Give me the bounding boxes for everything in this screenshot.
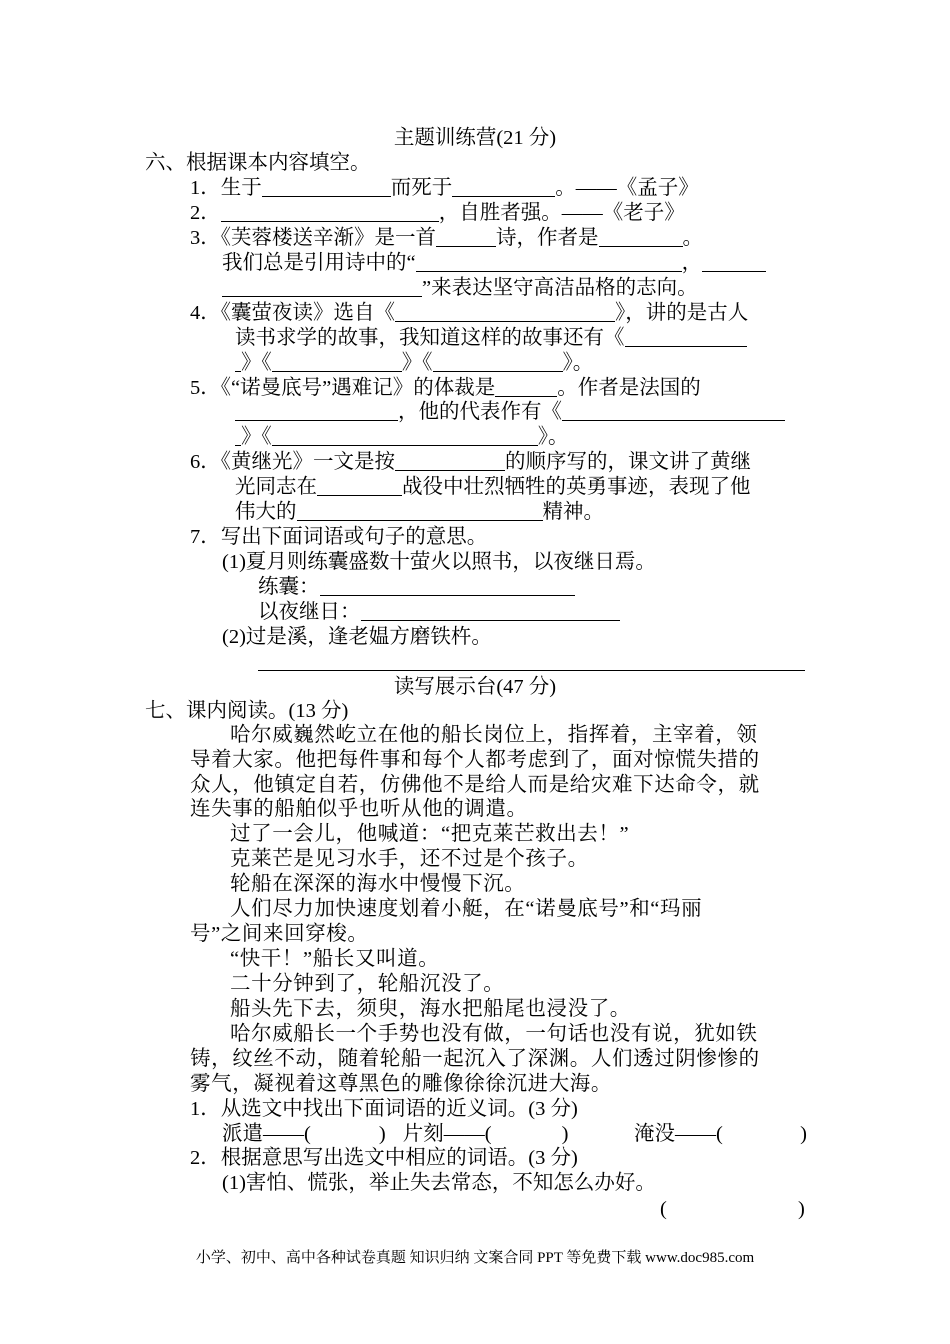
q-text: 精神。 xyxy=(542,501,604,523)
q-text: 战役中壮烈牺牲的英勇事迹，表现了他 xyxy=(402,476,751,498)
q7-word-1 xyxy=(258,575,575,599)
question-4-line3 xyxy=(235,351,593,375)
passage-line: 号”之间来回穿梭。 xyxy=(190,923,369,945)
q-text: 练囊： xyxy=(258,576,320,598)
blank[interactable] xyxy=(416,251,682,272)
q-text: 诗，作者是 xyxy=(496,227,599,249)
question-3-line2 xyxy=(222,251,766,275)
blank[interactable] xyxy=(562,400,785,421)
passage-line: “快干！”船长又叫道。 xyxy=(230,948,440,970)
q-text: 生于 xyxy=(220,177,262,199)
section-heading: 七、课内阅读。(13 分) xyxy=(145,700,349,722)
q-text: 《“诺曼底号”遇难记》的体裁是 xyxy=(220,377,496,399)
q-text: 写出下面词语或句子的意思。 xyxy=(220,526,488,548)
question-6-line3 xyxy=(235,500,604,524)
blank[interactable] xyxy=(702,251,766,272)
q-text: 。 xyxy=(682,227,703,249)
q-text: 《芙蓉楼送辛渐》是一首 xyxy=(220,227,436,249)
question-1 xyxy=(190,176,699,200)
paren: ) xyxy=(561,1123,569,1145)
q-text: 片刻——( xyxy=(402,1123,492,1145)
q-text: ，自胜者强。——《老子》 xyxy=(438,202,685,224)
q-text: 而死于 xyxy=(390,177,453,199)
blank[interactable] xyxy=(395,450,505,471)
blank[interactable] xyxy=(297,500,543,521)
q-num: 2． xyxy=(190,1147,221,1169)
q-text: 派遣——( xyxy=(222,1123,311,1145)
paren: ) xyxy=(800,1123,807,1145)
passage-line: 哈尔威船长一个手势也没有做，一句话也没有说，犹如铁 xyxy=(230,1023,758,1045)
question-2 xyxy=(190,201,685,225)
passage-line: 雾气，凝视着这尊黑色的雕像徐徐沉进大海。 xyxy=(190,1073,612,1095)
section-title: 读写展示台(47 分) xyxy=(393,676,557,698)
q-text: 《黄继光》一文是按 xyxy=(220,451,395,473)
question-5-line2 xyxy=(235,400,785,424)
passage-line: 众人，他镇定自若，仿佛他不是给人而是给灾难下达命令，就 xyxy=(190,774,760,796)
q-text: 》，讲的是古人 xyxy=(615,302,749,324)
q-text: 淹没——( xyxy=(634,1123,723,1145)
blank[interactable] xyxy=(495,376,557,397)
blank[interactable] xyxy=(433,351,563,372)
q-text: 光同志在 xyxy=(235,476,317,498)
q-text: ”来表达坚守高洁品格的志向。 xyxy=(422,277,698,299)
blank[interactable] xyxy=(436,226,496,247)
blank[interactable] xyxy=(317,475,402,496)
q-num: 5． xyxy=(190,377,221,399)
blank[interactable] xyxy=(452,176,555,197)
blank[interactable] xyxy=(221,201,439,222)
section-title: 主题训练营(21 分) xyxy=(393,127,557,149)
blank[interactable] xyxy=(235,400,398,421)
question-5-line3 xyxy=(235,425,569,449)
passage-line: 连失事的船舶似乎也听从他的调遣。 xyxy=(190,798,528,820)
question-3 xyxy=(190,226,703,250)
q-text: ，他的代表作有《 xyxy=(398,401,562,423)
answer-line[interactable] xyxy=(258,670,805,671)
question-5 xyxy=(190,376,701,400)
q-text: 伟大的 xyxy=(235,501,297,523)
q-num: 2． xyxy=(190,202,221,224)
q-text: ， xyxy=(681,252,703,274)
q-text: 。——《孟子》 xyxy=(555,177,699,199)
question-6-line2 xyxy=(235,475,751,499)
passage-line: 克莱芒是见习水手，还不过是个孩子。 xyxy=(230,848,589,870)
paren-close: ) xyxy=(798,1198,805,1220)
q-num: 1． xyxy=(190,1098,221,1120)
s7-question-1 xyxy=(190,1097,578,1121)
q-num: 1． xyxy=(190,177,221,199)
q-text: 以夜继日： xyxy=(258,601,361,623)
passage-line: 铸，纹丝不动，随着轮船一起沉入了深渊。人们透过阴惨惨的 xyxy=(190,1048,760,1070)
paren: ) xyxy=(378,1123,386,1145)
passage-line: 哈尔威巍然屹立在他的船长岗位上，指挥着，主宰着，领 xyxy=(230,724,758,746)
passage-line: 过了一会儿，他喊道：“把克莱芒救出去！” xyxy=(230,823,630,845)
blank[interactable] xyxy=(361,600,620,621)
blank[interactable] xyxy=(222,276,422,297)
q-text: 我们总是引用诗中的“ xyxy=(222,252,416,274)
passage-line: 导着大家。他把每件事和每个人都考虑到了，面对惊慌失措的 xyxy=(190,749,760,771)
q7-sentence-2: (2)过是溪，逢老媪方磨铁杵。 xyxy=(222,626,492,648)
q-text: 》。 xyxy=(562,352,594,374)
blank[interactable] xyxy=(395,301,615,322)
blank[interactable] xyxy=(320,575,575,596)
q7-word-2 xyxy=(258,600,620,624)
q-text: 《囊萤夜读》选自《 xyxy=(220,302,395,324)
q-text: 从选文中找出下面词语的近义词。(3 分) xyxy=(220,1098,578,1120)
passage-line: 人们尽力加快速度划着小艇，在“诺曼底号”和“玛丽 xyxy=(230,898,703,920)
paren-open: ( xyxy=(660,1198,667,1220)
q-num: 3． xyxy=(190,227,221,249)
s7-q1-answers xyxy=(222,1122,807,1146)
blank[interactable] xyxy=(272,351,402,372)
q-num: 4． xyxy=(190,302,221,324)
question-4 xyxy=(190,301,748,325)
q-text: 》《 xyxy=(241,352,272,374)
q-num: 6． xyxy=(190,451,221,473)
question-4-line2 xyxy=(235,326,747,350)
passage-line: 船头先下去，须臾，海水把船尾也浸没了。 xyxy=(230,998,631,1020)
question-7 xyxy=(190,525,487,549)
blank[interactable] xyxy=(262,176,391,197)
q-text: 》《 xyxy=(241,426,272,448)
section-heading: 六、根据课本内容填空。 xyxy=(145,152,371,174)
q-text: 的顺序写的，课文讲了黄继 xyxy=(505,451,751,473)
blank[interactable] xyxy=(599,226,683,247)
answer-slot[interactable] xyxy=(660,1197,770,1221)
q-text: 根据意思写出选文中相应的词语。(3 分) xyxy=(220,1147,578,1169)
blank[interactable] xyxy=(272,425,538,446)
passage-line: 轮船在深深的海水中慢慢下沉。 xyxy=(230,873,526,895)
q-num: 7． xyxy=(190,526,221,548)
q-text: 》《 xyxy=(401,352,433,374)
s7-q2-sentence-1: (1)害怕、慌张，举止失去常态，不知怎么办好。 xyxy=(222,1172,656,1194)
passage-line: 二十分钟到了，轮船沉没了。 xyxy=(230,973,505,995)
question-3-line3 xyxy=(222,276,698,300)
s7-question-2 xyxy=(190,1146,578,1170)
q-text: 。作者是法国的 xyxy=(557,377,701,399)
q-text: 读书求学的故事，我知道这样的故事还有《 xyxy=(235,327,625,349)
q7-sentence-1: (1)夏月则练囊盛数十萤火以照书，以夜继日焉。 xyxy=(222,551,656,573)
q-text: 》。 xyxy=(537,426,569,448)
question-6 xyxy=(190,450,751,474)
footer: 小学、初中、高中各种试卷真题 知识归纳 文案合同 PPT 等免费下载 www.doc985.com xyxy=(195,1250,755,1266)
blank[interactable] xyxy=(625,326,747,347)
